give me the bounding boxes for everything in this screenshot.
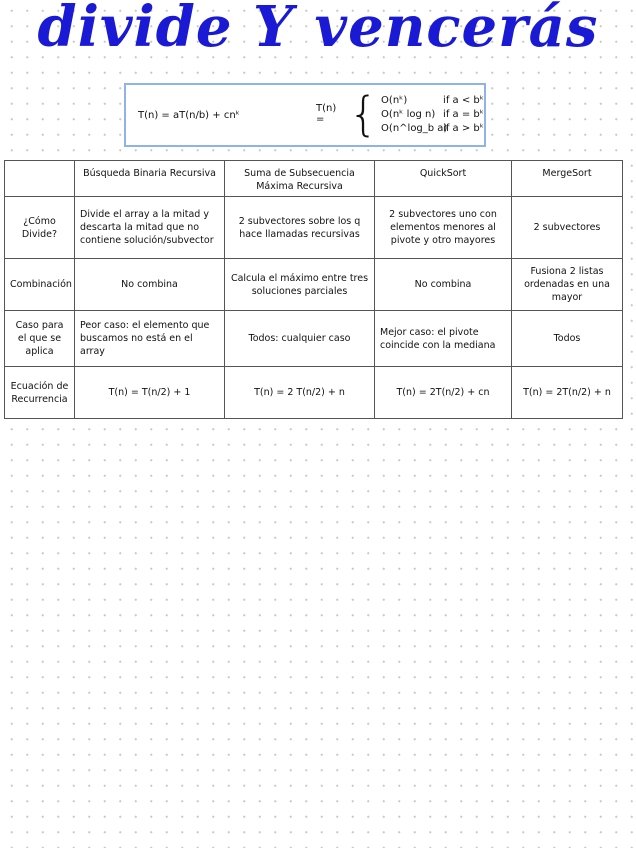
table-cell: Calcula el máximo entre tres soluciones parciales (225, 259, 375, 311)
table-row (5, 311, 623, 367)
table-row (5, 259, 623, 311)
table-cell: T(n) = 2 T(n/2) + n (225, 367, 375, 419)
master-theorem (316, 87, 484, 141)
table-cell: Todos (512, 311, 623, 367)
page-title: divide Y vencerás (37, 0, 599, 60)
master-theorem-lhs: T(n) = (316, 103, 337, 125)
table-cell: Mejor caso: el pivote coincide con la mediana (375, 311, 512, 367)
table-header-row (5, 161, 623, 197)
table-cell: T(n) = 2T(n/2) + cn (375, 367, 512, 419)
table-cell: Fusiona 2 listas ordenadas en una mayor (512, 259, 623, 311)
table-row (5, 197, 623, 259)
row-header-applied-case: Caso para el que se aplica (5, 311, 75, 367)
comparison-table (4, 160, 623, 419)
case-condition: if a = bᵏ (443, 108, 484, 120)
column-header-binary-search: Búsqueda Binaria Recursiva (75, 161, 225, 197)
table-cell: T(n) = T(n/2) + 1 (75, 367, 225, 419)
master-theorem-cases (381, 95, 484, 134)
case-condition: if a > bᵏ (443, 122, 484, 134)
case-expression: O(nᵏ) (381, 94, 408, 106)
table-cell: Todos: cualquier caso (225, 311, 375, 367)
header-corner (5, 161, 75, 197)
case-row (381, 123, 484, 134)
table-cell: 2 subvectores uno con elementos menores al pivote y otro mayores (375, 197, 512, 259)
column-header-quicksort: QuickSort (375, 161, 512, 197)
brace-icon: { (348, 87, 379, 141)
case-row (381, 95, 484, 106)
row-header-how-divides: ¿Cómo Divide? (5, 197, 75, 259)
table-cell: No combina (375, 259, 512, 311)
table-cell: 2 subvectores sobre los q hace llamadas recursivas (225, 197, 375, 259)
case-row (381, 109, 484, 120)
table-cell: No combina (75, 259, 225, 311)
case-expression: O(n^log_b a) (381, 122, 448, 134)
table-cell: 2 subvectores (512, 197, 623, 259)
row-header-combination: Combinación (5, 259, 75, 311)
recurrence-formula: T(n) = aT(n/b) + cnᵏ (138, 110, 240, 121)
column-header-max-subsequence: Suma de Subsecuencia Máxima Recursiva (225, 161, 375, 197)
table-cell: T(n) = 2T(n/2) + n (512, 367, 623, 419)
formula-box (124, 83, 486, 147)
table-row (5, 367, 623, 419)
column-header-mergesort: MergeSort (512, 161, 623, 197)
case-condition: if a < bᵏ (443, 94, 484, 106)
case-expression: O(nᵏ log n) (381, 108, 436, 120)
table-cell: Peor caso: el elemento que buscamos no está en el array (75, 311, 225, 367)
row-header-recurrence: Ecuación de Recurrencia (5, 367, 75, 419)
table-cell: Divide el array a la mitad y descarta la mitad que no contiene solución/subvector (75, 197, 225, 259)
